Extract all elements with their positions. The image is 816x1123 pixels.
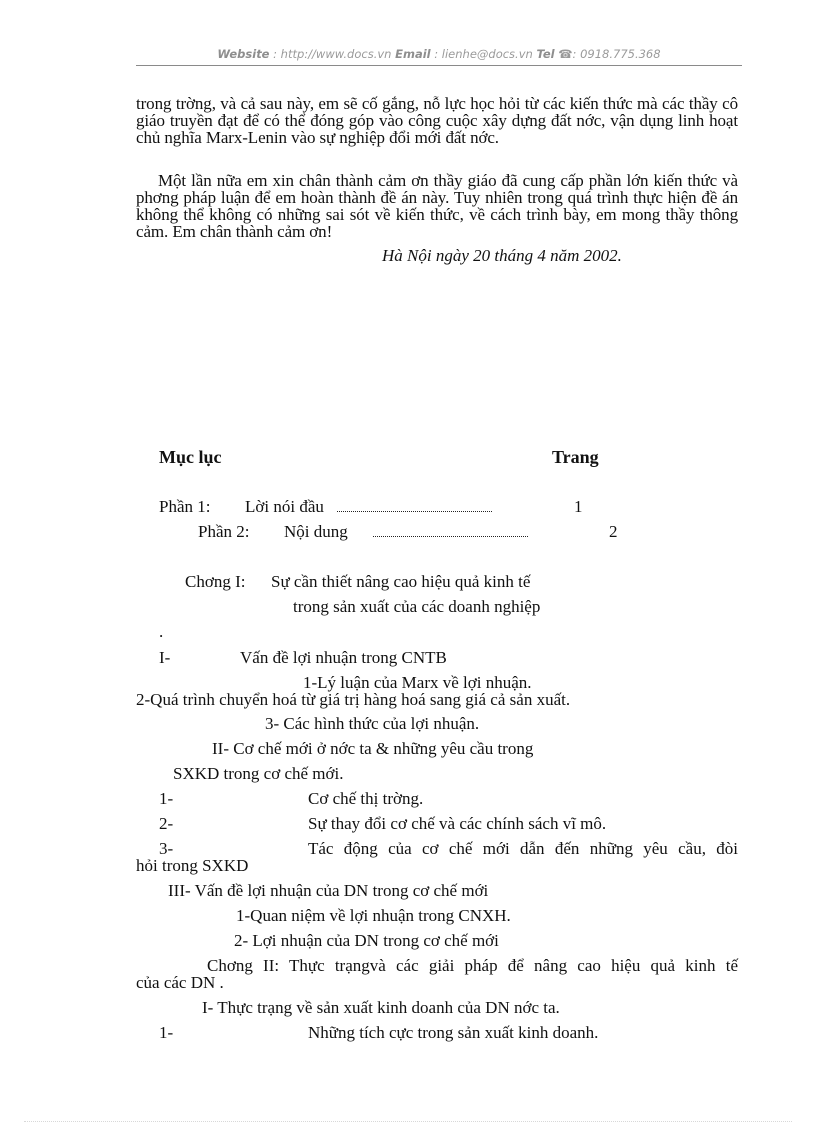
paragraph-gratitude-2: Một lần nữa em xin chân thành cảm ơn thầy giáo đã cung cấp phần lớn kiến thức và phơng pháp luận để em hoàn thành đề án này. Tuy nhiên trong quá trình thực hiện đề án không thể không có những sai sót về kiến thức, về cách trình bày, em mong thầy thông cảm. Em chân thành cảm ơn! xyxy=(136,171,738,241)
page-bottom-edge xyxy=(24,1121,792,1122)
toc-s2-item1-num: 1- xyxy=(159,789,174,808)
date-line: Hà Nội ngày 20 tháng 4 năm 2002. xyxy=(382,246,622,265)
toc-s2-item2: Sự thay đổi cơ chế và các chính sách vĩ mô. xyxy=(308,814,607,833)
toc-s2-item3-cont: hỏi trong SXKD xyxy=(136,856,249,875)
toc-s3-item1: 1-Quan niệm về lợi nhuận trong CNXH. xyxy=(236,906,511,925)
toc-s1-title: Vấn đề lợi nhuận trong CNTB xyxy=(240,648,447,667)
toc-s2-item3: Tác động của cơ chế mới dẫn đến những yêu cầu, đòi xyxy=(308,839,738,858)
toc-part2-page: 2 xyxy=(609,522,618,541)
toc-ch2-title: Chơng II: Thực trạngvà các giải pháp để nâng cao hiệu quả kinh tế xyxy=(207,956,738,975)
tel-label: Tel xyxy=(536,47,555,61)
paragraph-gratitude-1: trong trờng, và cả sau này, em sẽ cố gắng, nỗ lực học hỏi từ các kiến thức mà các thầy cô giáo truyền đạt để có thể đóng góp vào công cuộc xây dựng đất nớc, vận dụng linh hoạt chủ nghĩa Marx-Lenin vào sự nghiệp đổi mới đất nớc. xyxy=(136,94,738,147)
toc-s1-item1: 1-Lý luận của Marx về lợi nhuận. xyxy=(303,673,532,692)
website-label: Website xyxy=(217,47,270,61)
toc-part2-leader xyxy=(373,528,528,537)
toc-s1-num: I- xyxy=(159,648,171,667)
toc-part1-title: Lời nói đầu xyxy=(245,497,324,516)
toc-ch1-title-a: Sự cần thiết nâng cao hiệu quả kinh tế xyxy=(271,572,531,591)
toc-s2-item1: Cơ chế thị trờng. xyxy=(308,789,424,808)
toc-part1-leader xyxy=(337,503,492,512)
toc-part1-page: 1 xyxy=(574,497,583,516)
toc-part1-label: Phần 1: xyxy=(159,497,211,516)
toc-ch1-label: Chơng I: xyxy=(185,572,246,591)
toc-s1-item3: 3- Các hình thức của lợi nhuận. xyxy=(265,714,480,733)
header-divider xyxy=(136,65,742,66)
phone-icon: ☎ xyxy=(558,47,573,61)
toc-s1-item2: 2-Quá trình chuyển hoá từ giá trị hàng hoá sang giá cả sản xuất. xyxy=(136,690,571,709)
toc-heading: Mục lục xyxy=(159,447,222,467)
toc-s3-title: III- Vấn đề lợi nhuận của DN trong cơ chế mới xyxy=(168,881,489,900)
website-value: : http://www.docs.vn xyxy=(269,47,396,61)
toc-s3-item2: 2- Lợi nhuận của DN trong cơ chế mới xyxy=(234,931,499,950)
page-header xyxy=(136,47,742,61)
toc-part2-label: Phần 2: xyxy=(198,522,250,541)
tel-value: : 0918.775.368 xyxy=(572,47,661,61)
email-label: Email xyxy=(395,47,431,61)
toc-ch1-title-b: trong sản xuất của các doanh nghiệp xyxy=(293,597,541,616)
toc-s2-title-a: II- Cơ chế mới ở nớc ta & những yêu cầu trong xyxy=(212,739,534,758)
toc-page-heading: Trang xyxy=(552,447,599,467)
toc-ch2-s1-title: I- Thực trạng về sản xuất kinh doanh của DN nớc ta. xyxy=(202,998,560,1017)
toc-ch2-title-cont: của các DN . xyxy=(136,973,224,992)
toc-s2-item3-num: 3- xyxy=(159,839,174,858)
toc-ch2-s1-item1-num: 1- xyxy=(159,1023,174,1042)
toc-ch2-s1-item1: Những tích cực trong sản xuất kinh doanh. xyxy=(308,1023,599,1042)
toc-s2-title-b: SXKD trong cơ chế mới. xyxy=(173,764,344,783)
email-value: : lienhe@docs.vn xyxy=(430,47,537,61)
toc-part2-title: Nội dung xyxy=(284,522,348,541)
toc-stray-dot: . xyxy=(159,622,164,641)
toc-s2-item2-num: 2- xyxy=(159,814,174,833)
